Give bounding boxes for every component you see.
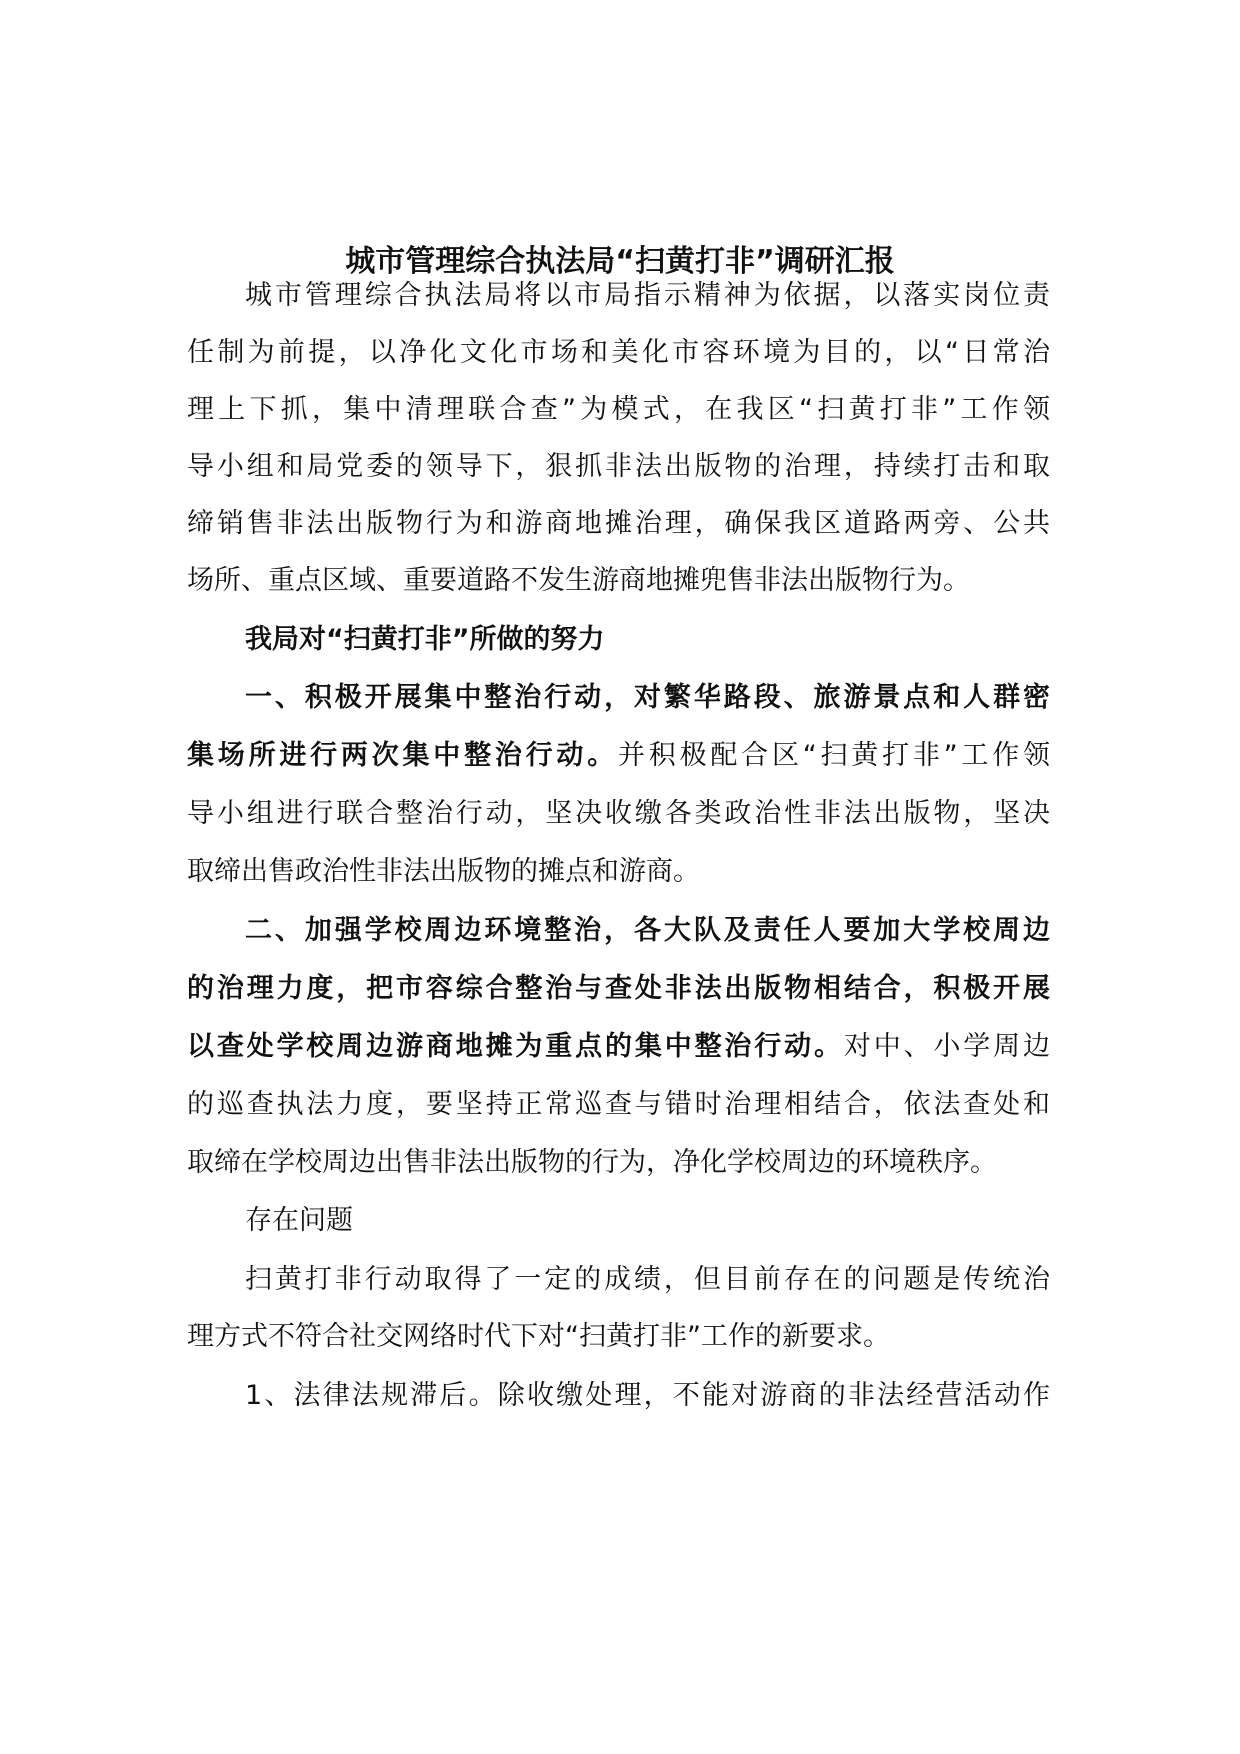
text-line bbox=[187, 1029, 1050, 1065]
text-line bbox=[187, 506, 1050, 542]
text: 场所、重点区域、重要道路不发生游商地摊兜售非法出版物行为。 bbox=[187, 565, 970, 596]
text: 1、法律法规滞后。除收缴处理，不能对游商的非法经营活动作 bbox=[245, 1380, 1050, 1411]
bold-text: 的治理力度，把市容综合整治与查处非法出版物相结合，积极开展 bbox=[187, 973, 1050, 1004]
text-line bbox=[187, 392, 1050, 428]
bold-text: 以查处学校周边游商地摊为重点的集中整治行动。 bbox=[187, 1031, 844, 1062]
text: 并积极配合区“扫黄打非”工作领 bbox=[618, 740, 1050, 771]
text-line bbox=[187, 1145, 1050, 1181]
text: 扫黄打非行动取得了一定的成绩，但目前存在的问题是传统治 bbox=[245, 1264, 1050, 1295]
text: 对中、小学周边 bbox=[843, 1031, 1051, 1062]
text: 任制为前提，以净化文化市场和美化市容环境为目的，以“日常治 bbox=[187, 337, 1050, 368]
bold-text: 我局对“扫黄打非”所做的努力 bbox=[245, 624, 605, 655]
text: 导小组进行联合整治行动，坚决收缴各类政治性非法出版物，坚决 bbox=[187, 798, 1050, 829]
text-line bbox=[245, 1378, 1050, 1414]
text: 取缔在学校周边出售非法出版物的行为，净化学校周边的环境秩序。 bbox=[187, 1147, 997, 1178]
text: 取缔出售政治性非法出版物的摊点和游商。 bbox=[187, 856, 700, 887]
text-line bbox=[187, 335, 1050, 371]
text-line bbox=[187, 563, 1050, 599]
text-line bbox=[187, 449, 1050, 485]
text: 理方式不符合社交网络时代下对“扫黄打非”工作的新要求。 bbox=[187, 1321, 890, 1352]
text-line bbox=[245, 1262, 1050, 1298]
text-line bbox=[245, 278, 1050, 314]
text: 导小组和局党委的领导下，狠抓非法出版物的治理，持续打击和取 bbox=[187, 451, 1050, 482]
text: 的巡查执法力度，要坚持正常巡查与错时治理相结合，依法查处和 bbox=[187, 1089, 1050, 1120]
text-line bbox=[187, 1319, 1050, 1355]
text-line bbox=[187, 796, 1050, 832]
text-line bbox=[187, 738, 1050, 774]
bold-text: 二、加强学校周边环境整治，各大队及责任人要加大学校周边 bbox=[245, 915, 1050, 946]
text-line bbox=[245, 622, 1050, 658]
text-line bbox=[245, 913, 1050, 949]
text-line bbox=[187, 854, 1050, 890]
bold-text: 集场所进行两次集中整治行动。 bbox=[187, 740, 619, 771]
text-line bbox=[245, 1203, 1050, 1239]
text-line bbox=[187, 971, 1050, 1007]
document-title: 城市管理综合执法局“扫黄打非”调研汇报 bbox=[345, 244, 895, 279]
text: 缔销售非法出版物行为和游商地摊治理，确保我区道路两旁、公共 bbox=[187, 508, 1050, 539]
text: 理上下抓，集中清理联合查”为模式，在我区“扫黄打非”工作领 bbox=[187, 394, 1050, 425]
bold-text: 一、积极开展集中整治行动，对繁华路段、旅游景点和人群密 bbox=[245, 682, 1050, 713]
text: 城市管理综合执法局将以市局指示精神为依据，以落实岗位责 bbox=[245, 280, 1050, 311]
text-line bbox=[187, 1087, 1050, 1123]
text-line bbox=[245, 680, 1050, 716]
text: 存在问题 bbox=[245, 1205, 353, 1236]
